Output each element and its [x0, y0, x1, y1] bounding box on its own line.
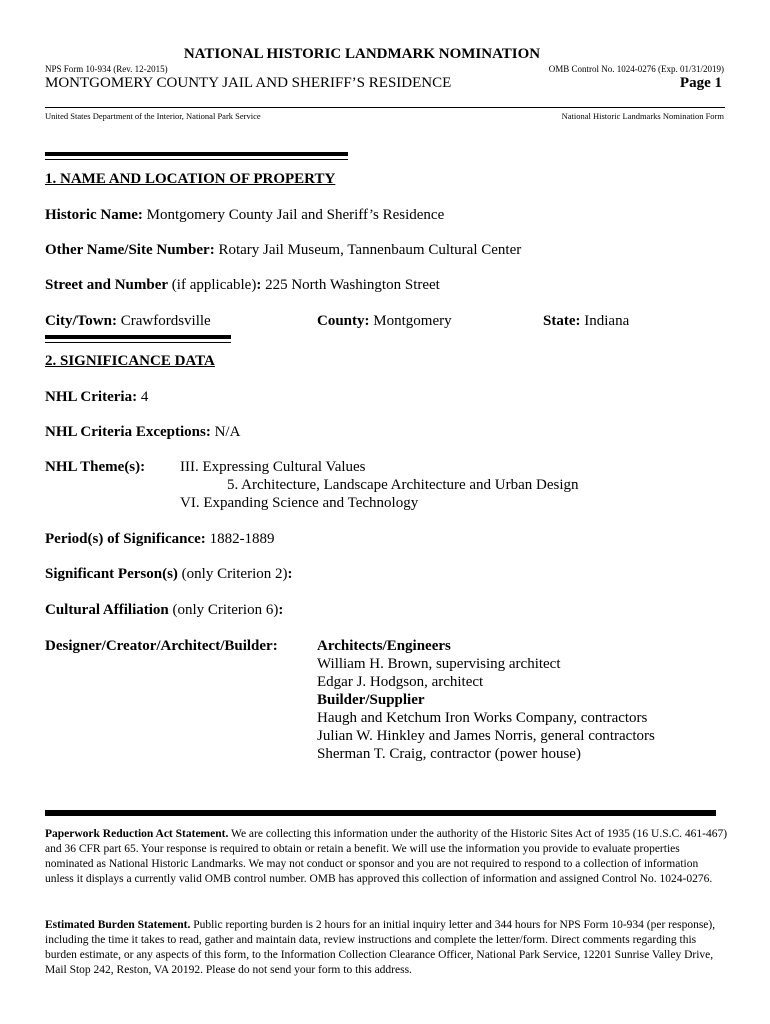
- state-field: [543, 313, 629, 330]
- affiliation-row: [45, 602, 283, 619]
- county-field: [317, 313, 452, 330]
- state-label: State:: [543, 313, 581, 329]
- property-name-header: MONTGOMERY COUNTY JAIL AND SHERIFF’S RESIDENCE: [45, 75, 452, 91]
- exceptions-row: [45, 424, 240, 441]
- themes-label: NHL Theme(s):: [45, 459, 146, 475]
- street-label: Street and Number: [45, 277, 169, 293]
- street-row: [45, 277, 440, 294]
- exceptions-value: N/A: [210, 424, 241, 440]
- period-label: Period(s) of Significance:: [45, 531, 206, 547]
- architect-entry: Edgar J. Hodgson, architect: [317, 674, 484, 690]
- paperwork-text: We are collecting this information under the authority of the Historic Sites Act of 1935 (16 U.S.C. 461-467) and 36 CFR part 65. Your response is required to obtain or retain a benefit. We will use the information you provide to evaluate properties nominated as National Historic Landmarks. We may not conduct or sponsor and you are not required to respond to a collection of information unless it displays a currently valid OMB control number. OMB has approved this collection of information and assigned Control No. 1024-0276.: [45, 828, 728, 885]
- city-label: City/Town:: [45, 313, 117, 329]
- paperwork-label: Paperwork Reduction Act Statement.: [45, 828, 229, 840]
- persons-colon: :: [287, 566, 293, 582]
- architect-entry: William H. Brown, supervising architect: [317, 656, 561, 672]
- street-value: 225 North Washington Street: [261, 277, 440, 293]
- header-rule: [45, 107, 725, 108]
- criteria-row: [45, 389, 148, 406]
- other-name-value: Rotary Jail Museum, Tannenbaum Cultural Center: [214, 242, 522, 258]
- builder-entry: Julian W. Hinkley and James Norris, general contractors: [317, 728, 655, 744]
- section1-heading: 1. NAME AND LOCATION OF PROPERTY: [45, 171, 336, 187]
- persons-row: [45, 566, 293, 583]
- historic-name-value: Montgomery County Jail and Sheriff’s Residence: [142, 207, 445, 223]
- county-label: County:: [317, 313, 370, 329]
- section-rule-thin: [45, 342, 231, 343]
- criteria-value: 4: [137, 389, 149, 405]
- section-rule-thick: [45, 152, 348, 156]
- paperwork-statement: [45, 827, 729, 887]
- criteria-label: NHL Criteria:: [45, 389, 138, 405]
- historic-name-row: [45, 207, 444, 224]
- theme-item: III. Expressing Cultural Values: [180, 459, 366, 475]
- section-rule-thick: [45, 335, 231, 339]
- builder-entry: Sherman T. Craig, contractor (power house): [317, 746, 581, 762]
- document-title: NATIONAL HISTORIC LANDMARK NOMINATION: [183, 46, 541, 62]
- theme-item: VI. Expanding Science and Technology: [180, 495, 419, 511]
- department-line: United States Department of the Interior, National Park Service: [45, 111, 261, 121]
- burden-text: Public reporting burden is 2 hours for an initial inquiry letter and 344 hours for NPS Form 10-934 (per response), including the time it takes to read, gather and maintain data, review instructions and complete the letter/form. Direct comments regarding this burden estimate, or any aspects of this form, to the Information Collection Clearance Officer, National Park Service, 12201 Sunrise Valley Drive, Mail Stop 242, Reston, VA 20192. Please do not send your form to this address.: [45, 919, 716, 976]
- form-title-line: National Historic Landmarks Nomination Form: [561, 111, 724, 121]
- section-rule-thin: [45, 159, 348, 160]
- section2-heading: 2. SIGNIFICANCE DATA: [45, 353, 215, 369]
- page-number: Page 1: [679, 75, 722, 91]
- exceptions-label: NHL Criteria Exceptions:: [45, 424, 211, 440]
- city-field: [45, 313, 211, 330]
- burden-statement: [45, 918, 729, 978]
- footer-rule: [45, 810, 716, 816]
- state-value: Indiana: [580, 313, 630, 329]
- county-value: Montgomery: [369, 313, 452, 329]
- historic-name-label: Historic Name:: [45, 207, 143, 223]
- omb-control-number: OMB Control No. 1024-0276 (Exp. 01/31/2019): [548, 64, 724, 74]
- form-number: NPS Form 10-934 (Rev. 12-2015): [45, 64, 168, 74]
- builder-entry: Haugh and Ketchum Iron Works Company, contractors: [317, 710, 648, 726]
- period-value: 1882-1889: [205, 531, 275, 547]
- city-value: Crawfordsville: [116, 313, 211, 329]
- affiliation-label: Cultural Affiliation: [45, 602, 169, 618]
- other-name-row: [45, 242, 521, 259]
- builders-heading: Builder/Supplier: [317, 692, 425, 708]
- affiliation-note: (only Criterion 6): [168, 602, 279, 618]
- persons-label: Significant Person(s): [45, 566, 178, 582]
- persons-note: (only Criterion 2): [177, 566, 288, 582]
- theme-item: 5. Architecture, Landscape Architecture and Urban Design: [227, 477, 579, 493]
- other-name-label: Other Name/Site Number:: [45, 242, 215, 258]
- period-row: [45, 531, 275, 548]
- designer-label: Designer/Creator/Architect/Builder:: [45, 638, 278, 654]
- street-note: (if applicable): [168, 277, 257, 293]
- architects-heading: Architects/Engineers: [317, 638, 451, 654]
- street-colon: :: [256, 277, 262, 293]
- affiliation-colon: :: [278, 602, 284, 618]
- burden-label: Estimated Burden Statement.: [45, 919, 191, 931]
